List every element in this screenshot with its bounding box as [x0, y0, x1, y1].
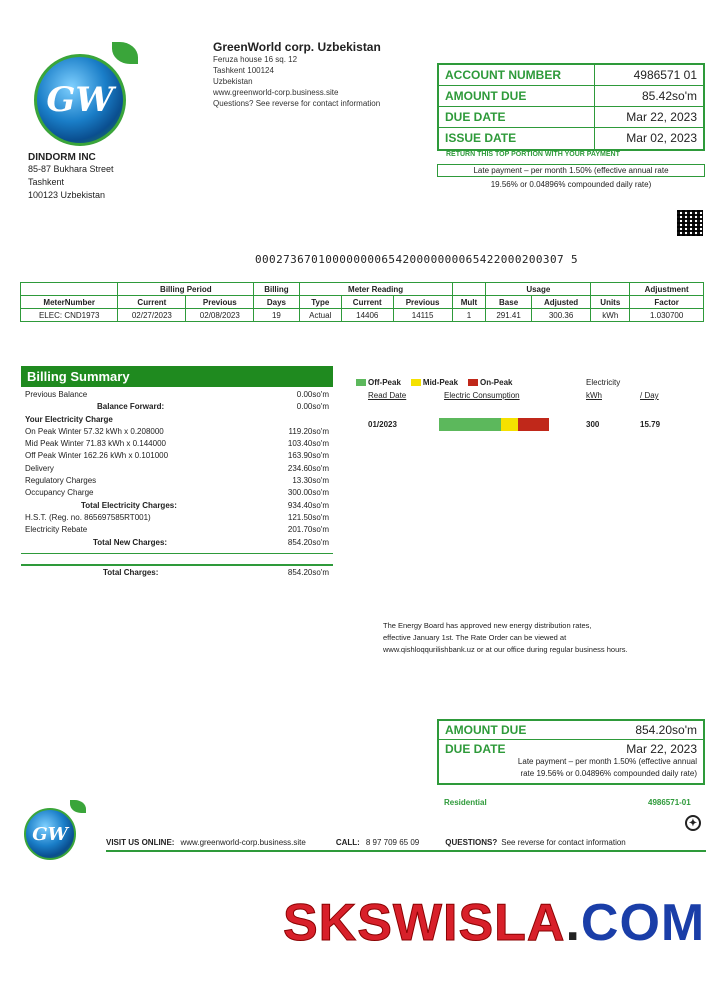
group-adjustment: Adjustment	[630, 283, 704, 296]
call-value[interactable]: 8 97 709 65 09	[365, 837, 420, 847]
group-billing: Billing	[254, 283, 299, 296]
bottom-account-number: 4986571-01	[648, 798, 691, 807]
qr-code	[677, 210, 703, 236]
due-date-row	[439, 107, 703, 128]
meter-group-header-row	[21, 283, 704, 296]
company-name: GreenWorld corp. Uzbekistan	[213, 40, 381, 54]
customer-name: DINDORM INC	[28, 152, 96, 163]
cell-adjusted: 300.36	[531, 309, 591, 322]
cell-factor: 1.030700	[630, 309, 704, 322]
consumption-section	[356, 378, 696, 429]
amount-due-value: 85.42so'm	[642, 89, 697, 103]
company-info	[213, 40, 423, 109]
list-item	[25, 500, 329, 512]
bottom-amount-row	[439, 721, 703, 740]
bs-label: Mid Peak Winter 71.83 kWh x 0.144000	[25, 439, 166, 449]
bs-label: H.S.T. (Reg. no. 865697585RT001)	[25, 512, 151, 522]
col-mult: Mult	[452, 296, 486, 309]
cell-type: Actual	[299, 309, 341, 322]
bottom-amount-value: 854.20so'm	[635, 723, 697, 737]
bs-label: Occupancy Charge	[25, 488, 94, 498]
row-kwh: 300	[586, 420, 600, 429]
footer-logo	[24, 800, 94, 860]
account-number-value: 4986571 01	[633, 68, 697, 82]
due-date-label: DUE DATE	[439, 107, 595, 127]
list-item	[25, 512, 329, 524]
bottom-late-1: Late payment – per month 1.50% (effective annual	[517, 757, 697, 766]
late-payment-box	[437, 164, 705, 177]
col-base: Base	[486, 296, 531, 309]
due-date-value: Mar 22, 2023	[626, 110, 697, 124]
questions-value: See reverse for contact information	[501, 837, 626, 847]
company-website[interactable]: www.greenworld-corp.business.site	[213, 88, 339, 97]
issue-date-label: ISSUE DATE	[439, 128, 595, 149]
cell-base: 291.41	[486, 309, 531, 322]
bs-value: 163.90so'm	[287, 451, 329, 461]
bs-value: 234.60so'm	[287, 463, 329, 473]
total-charges-label: Total Charges:	[103, 567, 159, 577]
cell-reading-previous: 14115	[393, 309, 452, 322]
bs-value: 201.70so'm	[287, 525, 329, 535]
legend-mid-peak-label: Mid-Peak	[422, 378, 459, 387]
notice-line-2: effective January 1st. The Rate Order can be viewed at	[383, 633, 567, 642]
cell-days: 19	[254, 309, 299, 322]
cell-billing-previous: 02/08/2023	[186, 309, 254, 322]
bs-value: 0.00so'm	[296, 402, 329, 412]
row-date: 01/2023	[368, 420, 397, 429]
bottom-late-notes	[439, 756, 703, 783]
company-logo	[34, 42, 140, 148]
footer-leaf-icon	[70, 800, 86, 813]
call-label: CALL:	[335, 837, 360, 847]
cell-units: kWh	[591, 309, 630, 322]
meter-header-row	[21, 296, 704, 309]
consumption-bar	[439, 418, 549, 431]
visit-link[interactable]: www.greenworld-corp.business.site	[180, 837, 306, 847]
accessibility-icon: ✦	[685, 815, 701, 831]
list-item	[25, 389, 329, 401]
meter-table-wrap	[20, 282, 704, 322]
bottom-amount-box	[437, 719, 705, 785]
group-meter-reading: Meter Reading	[299, 283, 452, 296]
total-charges-value: 854.20so'm	[287, 567, 329, 577]
bs-value: 934.40so'm	[287, 500, 329, 510]
legend-mid-peak	[411, 378, 458, 387]
billing-summary	[21, 366, 333, 580]
bs-label: Electricity Rebate	[25, 525, 88, 535]
issue-date-value: Mar 02, 2023	[626, 131, 697, 145]
company-questions: Questions? See reverse for contact information	[213, 99, 381, 108]
amount-due-label: AMOUNT DUE	[439, 86, 595, 106]
meter-group-empty	[21, 283, 118, 296]
bottom-due-row	[439, 740, 703, 756]
customer-address-2: Tashkent	[28, 177, 65, 187]
mid-peak-bar	[501, 418, 519, 431]
bs-label: Total Electricity Charges:	[81, 500, 177, 510]
barcode-number: 00027367010000000065420000000065422000200307 5	[255, 253, 579, 266]
col-kwh-2: kWh	[586, 391, 602, 400]
footer-bar	[106, 834, 706, 852]
company-address-3: Uzbekistan	[213, 77, 253, 86]
account-number-row	[439, 65, 703, 86]
cell-reading-current: 14406	[341, 309, 393, 322]
residential-label: Residential	[444, 798, 487, 807]
col-read-date: Read Date	[368, 391, 407, 400]
bottom-amount-label: AMOUNT DUE	[445, 723, 527, 737]
leaf-icon	[112, 42, 138, 64]
account-box	[437, 63, 705, 151]
list-item	[25, 450, 329, 462]
summary-divider	[21, 554, 333, 566]
list-item	[25, 463, 329, 475]
cell-billing-current: 02/27/2023	[118, 309, 186, 322]
bs-label: Regulatory Charges	[25, 476, 97, 486]
list-item	[25, 426, 329, 438]
group-units-empty	[591, 283, 630, 296]
off-peak-swatch	[356, 379, 366, 386]
col-factor: Factor	[630, 296, 704, 309]
col-billing-previous: Previous	[186, 296, 254, 309]
list-item	[25, 401, 329, 413]
bs-label: On Peak Winter 57.32 kWh x 0.208000	[25, 426, 164, 436]
col-kwh-1: Electricity	[586, 378, 621, 387]
bs-value: 121.50so'm	[287, 512, 329, 522]
mid-peak-swatch	[411, 379, 421, 386]
list-item	[25, 487, 329, 499]
issue-date-row	[439, 128, 703, 149]
late-note-2: 19.56% or 0.04896% compounded daily rate)	[490, 180, 652, 189]
billing-summary-title: Billing Summary	[21, 366, 333, 387]
notice-line-1: The Energy Board has approved new energy distribution rates,	[383, 621, 592, 630]
table-row	[21, 309, 704, 322]
bs-value: 300.00so'm	[287, 488, 329, 498]
col-units: Units	[591, 296, 630, 309]
company-address-1: Feruza house 16 sq. 12	[213, 55, 298, 64]
list-item	[25, 524, 329, 536]
list-item	[25, 438, 329, 450]
on-peak-swatch	[468, 379, 478, 386]
legend-off-peak-label: Off-Peak	[368, 378, 401, 387]
bottom-due-label: DUE DATE	[445, 742, 506, 756]
total-charges-row	[21, 566, 333, 580]
bs-label: Off Peak Winter 162.26 kWh x 0.101000	[25, 451, 169, 461]
visit-label: VISIT US ONLINE:	[106, 837, 175, 847]
row-day: 15.79	[640, 420, 661, 429]
bs-value: 0.00so'm	[296, 390, 329, 399]
off-peak-bar	[439, 418, 501, 431]
col-days: Days	[254, 296, 299, 309]
bs-value: 119.20so'm	[288, 426, 329, 436]
footer-logo-text: GW	[32, 823, 68, 845]
amount-due-row	[439, 86, 703, 107]
bs-label: Balance Forward:	[97, 402, 165, 412]
watermark-part-2: COM	[580, 894, 706, 952]
notice-line-3: www.qishloqqurilishbank.uz or at our office during regular business hours.	[383, 645, 628, 654]
col-reading-current: Current	[341, 296, 393, 309]
bs-label: Delivery	[25, 463, 54, 473]
bs-value: 854.20so'm	[287, 537, 329, 547]
bs-label: Your Electricity Charge	[25, 414, 113, 424]
col-consumption: Electric Consumption	[444, 391, 520, 400]
legend-on-peak	[468, 378, 512, 387]
billing-summary-body	[21, 387, 333, 554]
legend-off-peak	[356, 378, 401, 387]
customer-address-1: 85-87 Bukhara Street	[28, 164, 114, 174]
group-usage: Usage	[486, 283, 591, 296]
bs-value: 103.40so'm	[287, 439, 329, 449]
group-mult-empty	[452, 283, 486, 296]
bottom-late-2: rate 19.56% or 0.04896% compounded daily rate)	[520, 769, 697, 778]
cell-mult: 1	[452, 309, 486, 322]
col-reading-previous: Previous	[393, 296, 452, 309]
list-item	[25, 537, 329, 549]
col-day: / Day	[640, 391, 659, 400]
watermark-dot: .	[565, 894, 581, 952]
col-meter-number: MeterNumber	[21, 296, 118, 309]
list-item	[25, 475, 329, 487]
col-adjusted: Adjusted	[531, 296, 591, 309]
col-billing-current: Current	[118, 296, 186, 309]
legend-on-peak-label: On-Peak	[480, 378, 513, 387]
col-type: Type	[299, 296, 341, 309]
cell-meter-number: ELEC: CND1973	[21, 309, 118, 322]
list-item	[25, 414, 329, 426]
bottom-due-value: Mar 22, 2023	[626, 742, 697, 756]
group-billing-period: Billing Period	[118, 283, 254, 296]
watermark-part-1: SKSWISLA	[283, 894, 566, 952]
watermark	[283, 893, 705, 953]
meter-table	[20, 282, 704, 322]
late-note-1: Late payment – per month 1.50% (effective annual rate	[473, 166, 669, 175]
consumption-legend	[356, 378, 696, 387]
questions-label: QUESTIONS?	[445, 837, 498, 847]
logo-text: GW	[46, 80, 114, 120]
company-address-2: Tashkent 100124	[213, 66, 274, 75]
bs-label: Previous Balance	[25, 390, 88, 399]
on-peak-bar	[518, 418, 549, 431]
customer-address-3: 100123 Uzbekistan	[28, 190, 106, 200]
bs-value: 13.30so'm	[292, 476, 329, 486]
rate-notice	[383, 620, 703, 656]
account-number-label: ACCOUNT NUMBER	[439, 65, 595, 85]
customer-info	[28, 152, 228, 202]
bs-label: Total New Charges:	[93, 537, 168, 547]
return-note: RETURN THIS TOP PORTION WITH YOUR PAYMENT	[446, 151, 620, 158]
